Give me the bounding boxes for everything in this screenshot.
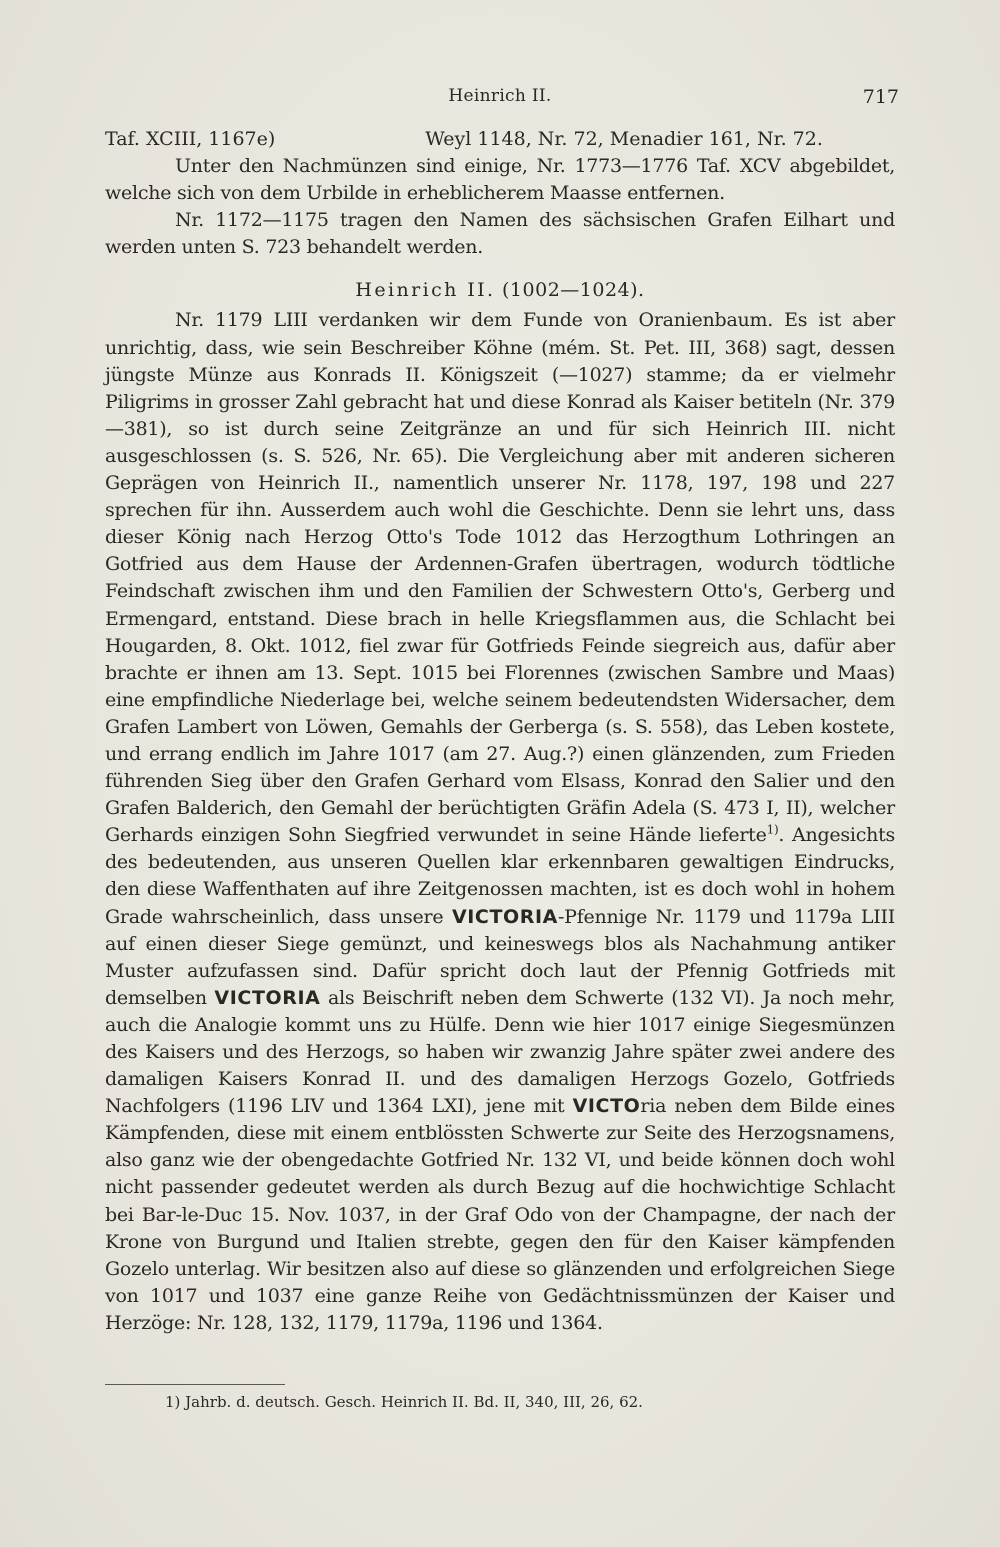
main-text-part-5: neben dem Bilde eines Kämpfenden, diese mit einem entblössten Schwerte zur Seite des Herzogsnamens, also ganz wie der obengedachte Gotfried Nr. 132 VI, und beide können doch wohl nicht passender gedeutet werden als durch Bezug auf die hochwichtige Schlacht bei Bar-le-Duc 15. Nov. 1037, in der Graf Odo von der Champagne, der nach der Krone von Burgund und Italien strebte, gegen den für den Kaiser kämpfenden Gozelo unterlag. Wir besitzen also auf diese so glänzenden und erfolgreichen Siege von 1017 und 1037 eine ganze Reihe von Gedächtnissmünzen der Kaiser und Herzöge: Nr. 128, 132, 1179, 1179a, 1196 und 1364. bbox=[105, 1095, 895, 1334]
ria-inscription: ria bbox=[640, 1095, 667, 1118]
footnote-marker: 1) bbox=[766, 822, 779, 837]
footnote: 1) Jahrb. d. deutsch. Gesch. Heinrich II. Bd. II, 340, III, 26, 62. bbox=[165, 1393, 643, 1411]
paragraph-eilhart: Nr. 1172—1175 tragen den Namen des sächsischen Grafen Eilhart und werden unten S. 723 behandelt werden. bbox=[105, 209, 895, 259]
paragraph-main bbox=[105, 307, 895, 1337]
victoria-inscription: VICTORIA bbox=[451, 905, 558, 928]
main-text-part-4: als Beischrift neben dem Schwerte (132 VI). Ja noch mehr, auch die Analogie kommt uns zu Hülfe. Denn wie hier 1017 einige Siegesmünzen des Kaisers und des Herzogs, so haben wir zwanzig Jahre später zwei andere des damaligen Kaisers Konrad II. und des damaligen Herzogs Gozelo, Gotfrieds Nachfolgers (1196 LIV und 1364 LXI), jene mit bbox=[105, 986, 895, 1118]
victoria-inscription: VICTORIA bbox=[214, 986, 321, 1009]
running-title: Heinrich II. bbox=[448, 86, 552, 106]
section-heading-name: Heinrich II. bbox=[355, 279, 496, 302]
victo-inscription: VICTO bbox=[572, 1095, 641, 1118]
section-heading-years: (1002—1024). bbox=[502, 279, 645, 302]
footnote-divider bbox=[105, 1384, 285, 1385]
page-body bbox=[105, 126, 895, 1337]
page-header bbox=[105, 86, 899, 116]
main-text-part-3: -Pfennige Nr. 1179 und 1179a LIII auf einen dieser Siege gemünzt, und keineswegs blos als Nachahmung antiker Muster aufzufassen sind. Dafür spricht doch laut der Pfennig Gotfrieds mit demselben bbox=[105, 905, 895, 1009]
page-number: 717 bbox=[862, 86, 899, 108]
intro-line bbox=[105, 126, 895, 153]
section-heading bbox=[105, 277, 895, 304]
plate-reference: Taf. XCIII, 1167e) bbox=[105, 128, 276, 150]
paragraph-imitations: Unter den Nachmünzen sind einige, Nr. 1773—1776 Taf. XCV abgebildet, welche sich von dem Urbilde in erheblicherem Maasse entfernen. bbox=[105, 155, 895, 205]
main-text-part-2: . Angesichts des bedeutenden, aus unseren Quellen klar erkennbaren gewaltigen Eindrucks, den diese Waffenthaten auf ihre Zeitgenossen machten, ist es doch wohl in hohem Grade wahrscheinlich, dass unsere bbox=[105, 824, 896, 928]
literature-reference: Weyl 1148, Nr. 72, Menadier 161, Nr. 72. bbox=[425, 128, 823, 150]
main-text-part-1: Nr. 1179 LIII verdanken wir dem Funde von Oranienbaum. Es ist aber unrichtig, dass, wie sein Beschreiber Köhne (mém. St. Pet. III, 368) sagt, dessen jüngste Münze aus Konrads II. Königszeit (—1027) stamme; da er vielmehr Piligrims in grosser Zahl gebracht hat und diese Konrad als Kaiser betiteln (Nr. 379 —381), so ist durch seine Zeitgränze an und für sich Heinrich III. nicht ausgeschlossen (s. S. 526, Nr. 65). Die Vergleichung aber mit anderen sicheren Geprägen von Heinrich II., namentlich unserer Nr. 1178, 197, 198 und 227 sprechen für ihn. Ausserdem auch wohl die Geschichte. Denn sie lehrt uns, dass dieser König nach Herzog Otto's Tode 1012 das Herzogthum Lothringen an Gotfried aus dem Hause der Ardennen-Grafen übertragen, wodurch tödtliche Feindschaft zwischen ihm und den Familien der Schwestern Otto's, Gerberg und Ermengard, entstand. Diese brach in helle Kriegsflammen aus, die Schlacht bei Hougarden, 8. Okt. 1012, fiel zwar für Gotfrieds Feinde siegreich aus, dafür aber brachte er ihnen am 13. Sept. 1015 bei Florennes (zwischen Sambre und Maas) eine empfindliche Niederlage bei, welche seinem bedeutendsten Widersacher, dem Grafen Lambert von Löwen, Gemahls der Gerberga (s. S. 558), das Leben kostete, und errang endlich im Jahre 1017 (am 27. Aug.?) einen glänzenden, zum Frieden führenden Sieg über den Grafen Gerhard vom Elsass, Konrad den Salier und den Grafen Balderich, den Gemahl der berüchtigten Gräfin Adela (S. 473 I, II), welcher Gerhards einzigen Sohn Siegfried verwundet in seine Hände lieferte bbox=[105, 309, 895, 847]
